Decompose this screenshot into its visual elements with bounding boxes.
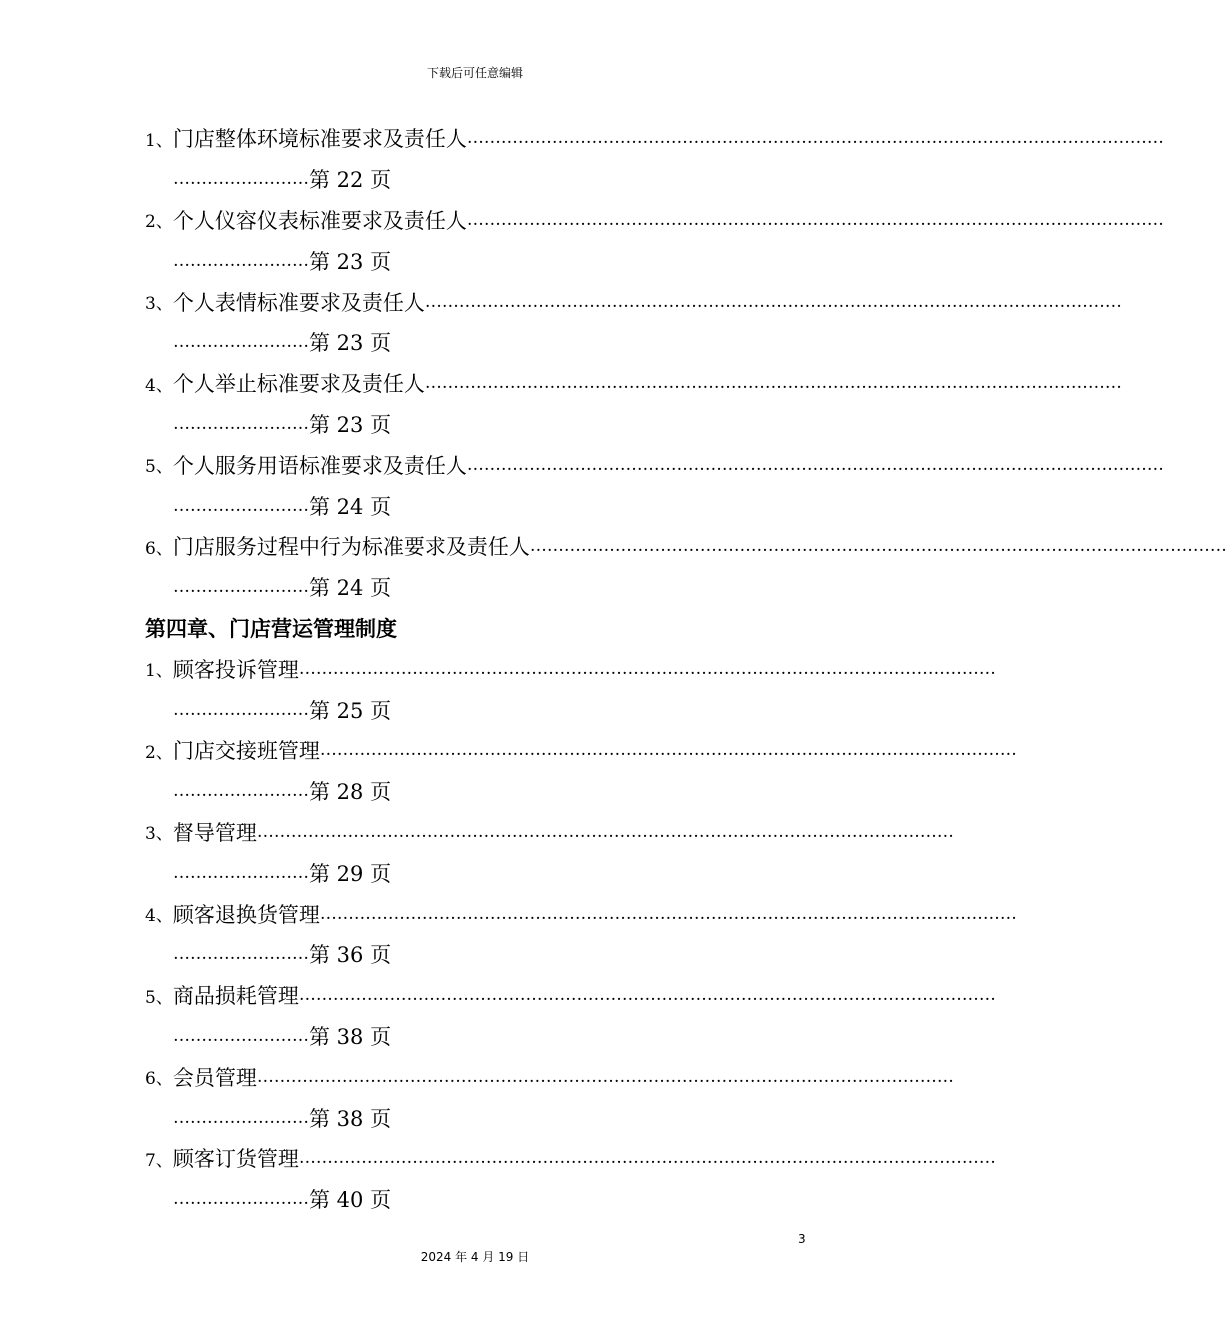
toc-entry-number: 7、 xyxy=(145,1150,173,1171)
toc-dot-leader: …………………………………………………………………………………………………………… xyxy=(298,658,996,679)
toc-dot-leader: …………………………………………………………………………………………………………… xyxy=(319,903,1017,924)
toc-dot-leader: …………………… xyxy=(173,1189,309,1210)
toc-page-reference: 第 23 页 xyxy=(309,412,392,437)
toc-dot-leader: …………………… xyxy=(173,944,309,965)
toc-entry-number: 3、 xyxy=(145,294,173,315)
toc-dot-leader: …………………………………………………………………………………………………………… xyxy=(424,291,1122,312)
toc-entry xyxy=(145,281,1122,322)
toc-entry-number: 3、 xyxy=(145,824,173,845)
toc-page-reference: 第 40 页 xyxy=(309,1188,392,1213)
toc-section xyxy=(145,648,1017,1219)
page-number: 3 xyxy=(798,1232,806,1246)
toc-dot-leader: …………………………………………………………………………………………………………… xyxy=(256,1066,954,1087)
toc-entry-continuation xyxy=(145,1097,807,1138)
toc-entry-continuation xyxy=(145,240,807,281)
toc-dot-leader: …………………… xyxy=(173,862,309,883)
toc-page-reference: 第 36 页 xyxy=(309,943,392,968)
toc-dot-leader: …………………………………………………………………………………………………………… xyxy=(529,536,1227,557)
toc-page-reference: 第 22 页 xyxy=(309,168,392,193)
toc-entry-title: 门店整体环境标准要求及责任人 xyxy=(172,127,467,152)
toc-entry xyxy=(145,812,954,853)
toc-entry xyxy=(145,893,1017,934)
toc-entry-continuation xyxy=(145,1016,807,1057)
toc-entry xyxy=(145,526,1227,567)
toc-dot-leader: …………………………………………………………………………………………………………… xyxy=(424,373,1122,394)
toc-entry-title: 顾客退换货管理 xyxy=(172,902,320,927)
toc-entry-title: 个人仪容仪表标准要求及责任人 xyxy=(172,208,467,233)
toc-entry-continuation xyxy=(145,322,807,363)
toc-dot-leader: …………………………………………………………………………………………………………… xyxy=(466,209,1164,230)
toc-entry xyxy=(145,200,1164,241)
page-footer-date: 2024 年 4 月 19 日 xyxy=(420,1250,530,1264)
toc-dot-leader: …………………… xyxy=(173,495,309,516)
toc-dot-leader: …………………… xyxy=(173,169,309,190)
toc-dot-leader: …………………… xyxy=(173,250,309,271)
toc-entry-continuation xyxy=(145,852,807,893)
toc-entry-title: 顾客投诉管理 xyxy=(172,657,299,682)
toc-entry-title: 个人服务用语标准要求及责任人 xyxy=(172,453,467,478)
toc-entry-continuation xyxy=(145,689,807,730)
toc-entry xyxy=(145,118,1164,159)
toc-entry xyxy=(145,1138,996,1179)
toc-page-reference: 第 38 页 xyxy=(309,1106,392,1131)
toc-dot-leader: …………………… xyxy=(173,1107,309,1128)
toc-dot-leader: …………………………………………………………………………………………………………… xyxy=(466,454,1164,475)
toc-entry-continuation xyxy=(145,159,807,200)
toc-entry xyxy=(145,730,1017,771)
toc-entry xyxy=(145,363,1122,404)
toc-entry-number: 6、 xyxy=(145,538,173,559)
toc-page-reference: 第 25 页 xyxy=(309,698,392,723)
toc-entry-number: 4、 xyxy=(145,906,173,927)
toc-entry-title: 个人表情标准要求及责任人 xyxy=(172,290,425,315)
toc-page-reference: 第 29 页 xyxy=(309,861,392,886)
toc-dot-leader: …………………… xyxy=(173,332,309,353)
toc-entry-continuation xyxy=(145,771,807,812)
toc-dot-leader: …………………… xyxy=(173,1025,309,1046)
toc-dot-leader: …………………………………………………………………………………………………………… xyxy=(298,1148,996,1169)
toc-entry-continuation xyxy=(145,934,807,975)
toc-entry-number: 5、 xyxy=(145,457,173,478)
toc-entry-continuation xyxy=(145,485,807,526)
toc-section xyxy=(145,118,1227,608)
toc-entry-number: 2、 xyxy=(145,742,173,763)
toc-entry-continuation xyxy=(145,404,807,445)
toc-dot-leader: …………………… xyxy=(173,413,309,434)
toc-entry-title: 会员管理 xyxy=(172,1065,257,1090)
toc-page-reference: 第 23 页 xyxy=(309,249,392,274)
toc-dot-leader: …………………………………………………………………………………………………………… xyxy=(319,740,1017,761)
toc-entry-title: 商品损耗管理 xyxy=(172,984,299,1009)
toc-entry-continuation xyxy=(145,567,807,608)
toc-entry xyxy=(145,444,1164,485)
toc-page-reference: 第 23 页 xyxy=(309,331,392,356)
toc-entry xyxy=(145,1056,954,1097)
toc-entry-title: 个人举止标准要求及责任人 xyxy=(172,372,425,397)
toc-dot-leader: …………………………………………………………………………………………………………… xyxy=(466,128,1164,149)
toc-entry-number: 4、 xyxy=(145,375,173,396)
toc-entry-number: 6、 xyxy=(145,1069,173,1090)
toc-entry xyxy=(145,975,996,1016)
toc-entry-number: 1、 xyxy=(145,130,173,151)
toc-dot-leader: …………………… xyxy=(173,577,309,598)
toc-dot-leader: …………………… xyxy=(173,699,309,720)
toc-dot-leader: …………………………………………………………………………………………………………… xyxy=(298,985,996,1006)
toc-dot-leader: …………………………………………………………………………………………………………… xyxy=(256,821,954,842)
toc-entry-number: 2、 xyxy=(145,212,173,233)
toc-entry-title: 门店交接班管理 xyxy=(172,739,320,764)
toc-entry-title: 门店服务过程中行为标准要求及责任人 xyxy=(172,535,530,560)
toc-entry-title: 督导管理 xyxy=(172,820,257,845)
toc-entry-title: 顾客订货管理 xyxy=(172,1147,299,1172)
chapter-heading: 第四章、门店营运管理制度 xyxy=(145,615,397,641)
toc-entry xyxy=(145,648,996,689)
toc-page-reference: 第 28 页 xyxy=(309,780,392,805)
toc-page-reference: 第 24 页 xyxy=(309,576,392,601)
toc-entry-continuation xyxy=(145,1179,807,1220)
table-of-contents xyxy=(145,118,1227,1220)
toc-entry-number: 1、 xyxy=(145,661,173,682)
toc-dot-leader: …………………… xyxy=(173,781,309,802)
toc-entry-number: 5、 xyxy=(145,987,173,1008)
toc-page-reference: 第 38 页 xyxy=(309,1024,392,1049)
page-header: 下载后可任意编辑 xyxy=(426,66,523,80)
toc-page-reference: 第 24 页 xyxy=(309,494,392,519)
